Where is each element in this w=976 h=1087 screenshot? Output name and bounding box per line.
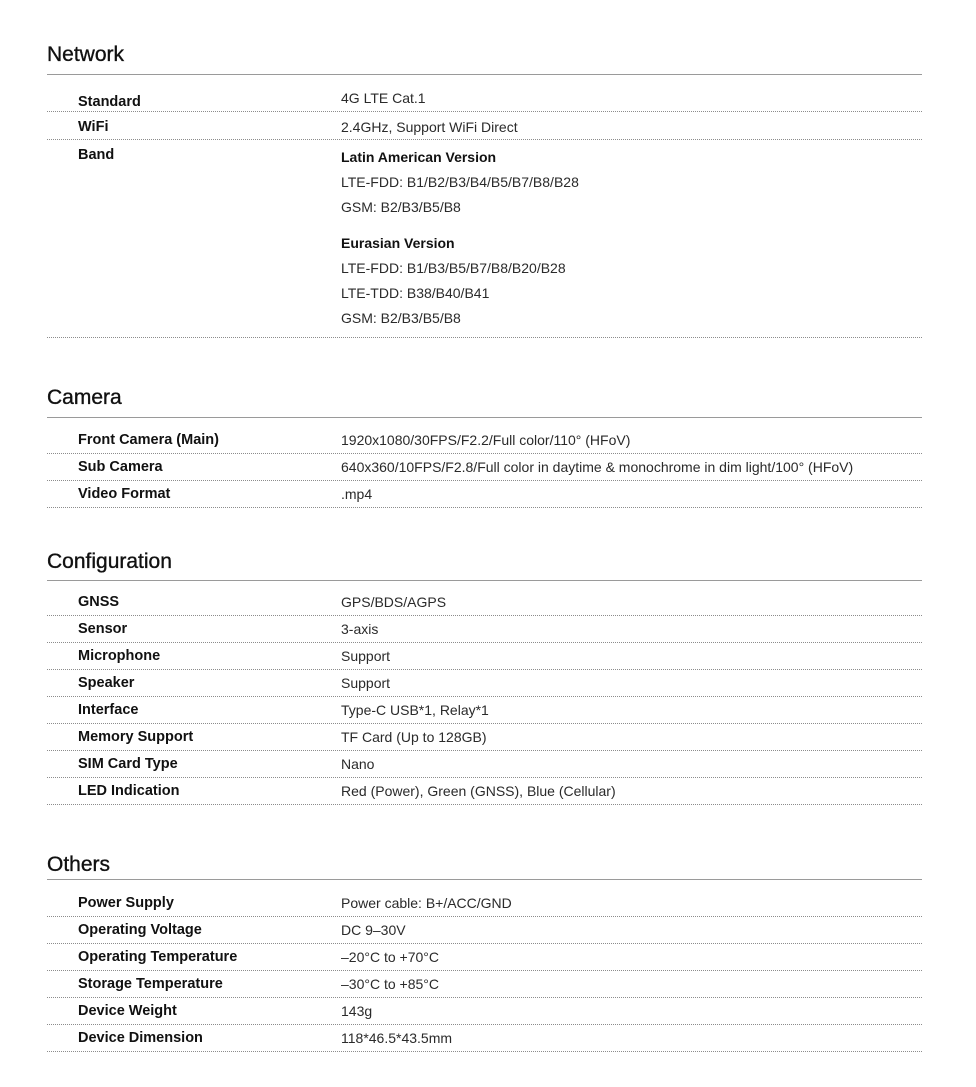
row-divider [47,111,922,112]
row-divider [47,804,922,805]
spec-value-power-supply: Power cable: B+/ACC/GND [341,895,512,911]
row-divider [47,1024,922,1025]
spec-value-front-camera: 1920x1080/30FPS/F2.2/Full color/110° (HFoV) [341,432,631,448]
band-eurasian-lte-tdd: LTE-TDD: B38/B40/B41 [341,285,490,301]
section-title-camera: Camera [47,386,122,409]
row-divider [47,696,922,697]
spec-label-led-indication: LED Indication [78,783,180,799]
row-divider [47,642,922,643]
section-title-network: Network [47,43,125,66]
spec-label-gnss: GNSS [78,594,120,610]
row-divider [47,139,922,140]
row-divider [47,669,922,670]
section-rule [47,580,922,581]
section-title-others: Others [47,853,111,876]
row-divider [47,615,922,616]
row-divider [47,337,922,338]
spec-label-interface: Interface [78,702,139,718]
spec-label-device-dimension: Device Dimension [78,1030,203,1046]
row-divider [47,723,922,724]
spec-value-memory-support: TF Card (Up to 128GB) [341,729,487,745]
spec-value-operating-voltage: DC 9–30V [341,922,406,938]
spec-value-operating-temperature: –20°C to +70°C [341,949,439,965]
spec-value-standard: 4G LTE Cat.1 [341,90,426,106]
spec-value-storage-temperature: –30°C to +85°C [341,976,439,992]
section-rule [47,74,922,75]
spec-label-wifi: WiFi [78,119,109,135]
spec-label-sub-camera: Sub Camera [78,459,163,475]
spec-value-video-format: .mp4 [341,486,373,502]
section-title-configuration: Configuration [47,550,172,573]
spec-value-led-indication: Red (Power), Green (GNSS), Blue (Cellular) [341,783,616,799]
spec-value-device-weight: 143g [341,1003,373,1019]
spec-value-microphone: Support [341,648,391,664]
spec-label-microphone: Microphone [78,648,161,664]
spec-label-speaker: Speaker [78,675,135,691]
spec-label-sim-card-type: SIM Card Type [78,756,178,772]
spec-value-sim-card-type: Nano [341,756,375,772]
band-eurasian-lte-fdd: LTE-FDD: B1/B3/B5/B7/B8/B20/B28 [341,260,566,276]
spec-value-sub-camera: 640x360/10FPS/F2.8/Full color in daytime & monochrome in dim light/100° (HFoV) [341,459,854,475]
spec-value-device-dimension: 118*46.5*43.5mm [341,1030,453,1046]
spec-label-standard: Standard [78,94,141,110]
row-divider [47,916,922,917]
section-rule [47,879,922,880]
band-eurasian-gsm: GSM: B2/B3/B5/B8 [341,310,461,326]
spec-label-video-format: Video Format [78,486,171,502]
row-divider [47,777,922,778]
spec-label-storage-temperature: Storage Temperature [78,976,223,992]
band-latin-heading: Latin American Version [341,149,497,165]
spec-value-gnss: GPS/BDS/AGPS [341,594,447,610]
row-divider [47,750,922,751]
spec-label-operating-temperature: Operating Temperature [78,949,238,965]
spec-value-wifi: 2.4GHz, Support WiFi Direct [341,119,518,135]
spec-label-device-weight: Device Weight [78,1003,177,1019]
row-divider [47,997,922,998]
row-divider [47,943,922,944]
band-latin-lte-fdd: LTE-FDD: B1/B2/B3/B4/B5/B7/B8/B28 [341,174,579,190]
spec-label-sensor: Sensor [78,621,128,637]
row-divider [47,970,922,971]
spec-label-memory-support: Memory Support [78,729,194,745]
row-divider [47,1051,922,1052]
row-divider [47,507,922,508]
spec-label-front-camera: Front Camera (Main) [78,432,219,448]
spec-value-sensor: 3-axis [341,621,379,637]
section-rule [47,417,922,418]
band-latin-gsm: GSM: B2/B3/B5/B8 [341,199,461,215]
spec-value-interface: Type-C USB*1, Relay*1 [341,702,489,718]
row-divider [47,480,922,481]
band-eurasian-heading: Eurasian Version [341,235,455,251]
spec-label-operating-voltage: Operating Voltage [78,922,202,938]
spec-label-power-supply: Power Supply [78,895,174,911]
row-divider [47,453,922,454]
spec-label-band: Band [78,147,115,163]
spec-value-speaker: Support [341,675,391,691]
